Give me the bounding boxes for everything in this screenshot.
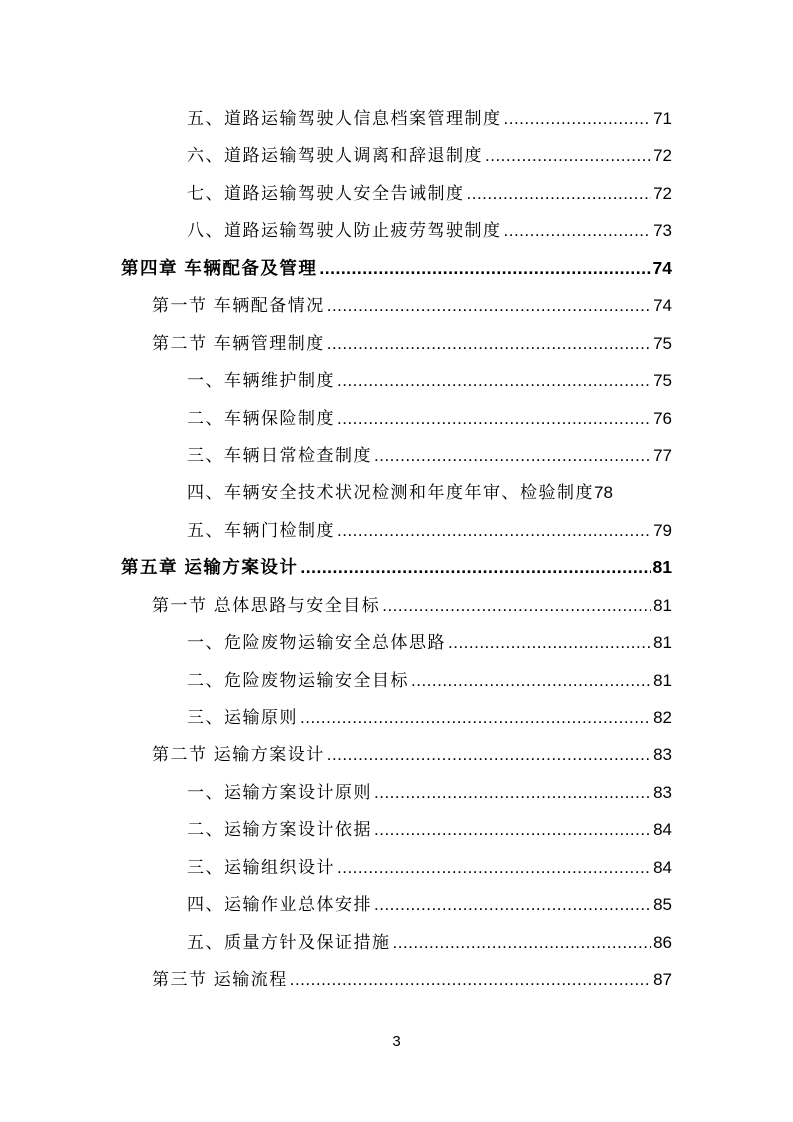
toc-page-number: 81	[653, 670, 672, 690]
toc-entry-label: 第五章 运输方案设计	[121, 557, 299, 578]
toc-entry-label: 七、道路运输驾驶人安全告诫制度	[187, 183, 465, 203]
toc-entry-label: 六、道路运输驾驶人调离和辞退制度	[187, 146, 483, 166]
toc-leader-dots	[504, 212, 652, 249]
toc-page-number: 83	[653, 745, 672, 765]
toc-entry-label: 一、危险废物运输安全总体思路	[187, 633, 446, 653]
toc-section-entry[interactable]	[152, 287, 672, 324]
toc-leader-dots	[374, 811, 651, 848]
toc-subsection-entry[interactable]	[187, 624, 672, 661]
toc-page-number: 82	[653, 708, 672, 727]
toc-page-number: 72	[653, 146, 672, 166]
toc-page-number: 86	[653, 932, 672, 952]
toc-subsection-entry[interactable]	[187, 212, 672, 249]
toc-section-entry[interactable]	[152, 587, 672, 624]
toc-leader-dots	[327, 287, 651, 324]
toc-page-number: 75	[653, 333, 672, 353]
toc-entry-label: 三、车辆日常检查制度	[187, 445, 372, 465]
toc-page-number: 85	[653, 895, 672, 915]
toc-leader-dots	[374, 437, 651, 474]
toc-leader-dots	[337, 849, 651, 886]
toc-leader-dots	[319, 250, 650, 287]
toc-leader-dots	[467, 175, 652, 212]
page-number: 3	[392, 1033, 401, 1050]
toc-page-number: 76	[653, 408, 672, 428]
toc-leader-dots	[504, 100, 652, 137]
toc-entry-label: 第四章 车辆配备及管理	[121, 257, 318, 278]
toc-leader-dots	[327, 736, 651, 773]
toc-entry-label: 五、道路运输驾驶人信息档案管理制度	[187, 109, 502, 128]
toc-entry-label: 第二节 车辆管理制度	[152, 333, 325, 353]
toc-entry-label: 五、质量方针及保证措施	[187, 932, 391, 952]
toc-subsection-entry[interactable]	[187, 512, 672, 549]
toc-entry-label: 二、运输方案设计依据	[187, 820, 372, 840]
toc-entry-label: 四、运输作业总体安排	[187, 895, 372, 915]
toc-leader-dots	[393, 924, 652, 961]
toc-leader-dots	[300, 549, 650, 586]
toc-entry-label: 第三节 运输流程	[152, 970, 288, 990]
toc-page-number: 81	[653, 595, 672, 615]
toc-section-entry[interactable]	[152, 736, 672, 773]
toc-entry-label: 第二节 运输方案设计	[152, 745, 325, 765]
toc-entry-label: 五、车辆门检制度	[187, 520, 335, 540]
toc-leader-dots	[374, 886, 651, 923]
toc-leader-dots	[327, 325, 651, 362]
toc-subsection-entry[interactable]	[187, 400, 672, 437]
toc-section-entry[interactable]	[152, 961, 672, 998]
toc-leader-dots	[337, 512, 651, 549]
toc-page-number: 81	[652, 557, 672, 578]
toc-entry-label: 二、车辆保险制度	[187, 408, 335, 428]
toc-page-number: 72	[653, 183, 672, 203]
toc-leader-dots	[290, 961, 651, 998]
toc-page-number: 79	[653, 520, 672, 540]
toc-leader-dots	[374, 774, 651, 811]
toc-subsection-entry[interactable]	[187, 437, 672, 474]
toc-page-number: 74	[652, 257, 672, 278]
toc-entry-label: 八、道路运输驾驶人防止疲劳驾驶制度	[187, 221, 502, 241]
toc-subsection-entry[interactable]	[187, 886, 672, 923]
toc-subsection-entry[interactable]	[187, 924, 672, 961]
toc-subsection-entry[interactable]	[187, 362, 672, 399]
toc-subsection-entry[interactable]	[187, 774, 672, 811]
toc-subsection-entry[interactable]	[187, 662, 672, 699]
table-of-contents	[0, 100, 793, 999]
toc-page-number: 78	[594, 483, 613, 503]
toc-leader-dots	[382, 587, 651, 624]
toc-subsection-entry[interactable]	[187, 811, 672, 848]
toc-page-number: 75	[653, 371, 672, 391]
toc-page-number: 81	[653, 633, 672, 653]
toc-page-number: 74	[653, 296, 672, 316]
toc-page-number: 77	[653, 445, 672, 465]
toc-entry-label: 第一节 车辆配备情况	[152, 296, 325, 316]
toc-subsection-entry[interactable]	[187, 849, 672, 886]
toc-subsection-entry[interactable]	[187, 137, 672, 174]
toc-entry-label: 四、车辆安全技术状况检测和年度年审、检验制度	[187, 483, 594, 503]
toc-subsection-entry[interactable]	[187, 100, 672, 137]
toc-entry-label: 一、运输方案设计原则	[187, 782, 372, 802]
toc-leader-dots	[448, 624, 651, 661]
toc-page-number: 73	[653, 221, 672, 241]
toc-page-number: 84	[653, 857, 672, 877]
toc-entry-label: 三、运输原则	[187, 708, 298, 727]
toc-entry-label: 第一节 总体思路与安全目标	[152, 595, 381, 615]
toc-leader-dots	[411, 662, 651, 699]
toc-subsection-entry[interactable]	[187, 474, 672, 511]
toc-leader-dots	[300, 699, 651, 736]
toc-section-entry[interactable]	[152, 325, 672, 362]
toc-page-number: 83	[653, 782, 672, 802]
toc-leader-dots	[337, 362, 651, 399]
toc-page-number: 71	[653, 109, 672, 128]
toc-entry-label: 一、车辆维护制度	[187, 371, 335, 391]
toc-chapter-entry[interactable]	[121, 549, 672, 586]
toc-subsection-entry[interactable]	[187, 699, 672, 736]
toc-leader-dots	[485, 137, 651, 174]
toc-page-number: 87	[653, 970, 672, 990]
toc-entry-label: 三、运输组织设计	[187, 857, 335, 877]
toc-entry-label: 二、危险废物运输安全目标	[187, 670, 409, 690]
toc-chapter-entry[interactable]	[121, 250, 672, 287]
toc-leader-dots	[337, 400, 651, 437]
toc-subsection-entry[interactable]	[187, 175, 672, 212]
toc-page-number: 84	[653, 820, 672, 840]
